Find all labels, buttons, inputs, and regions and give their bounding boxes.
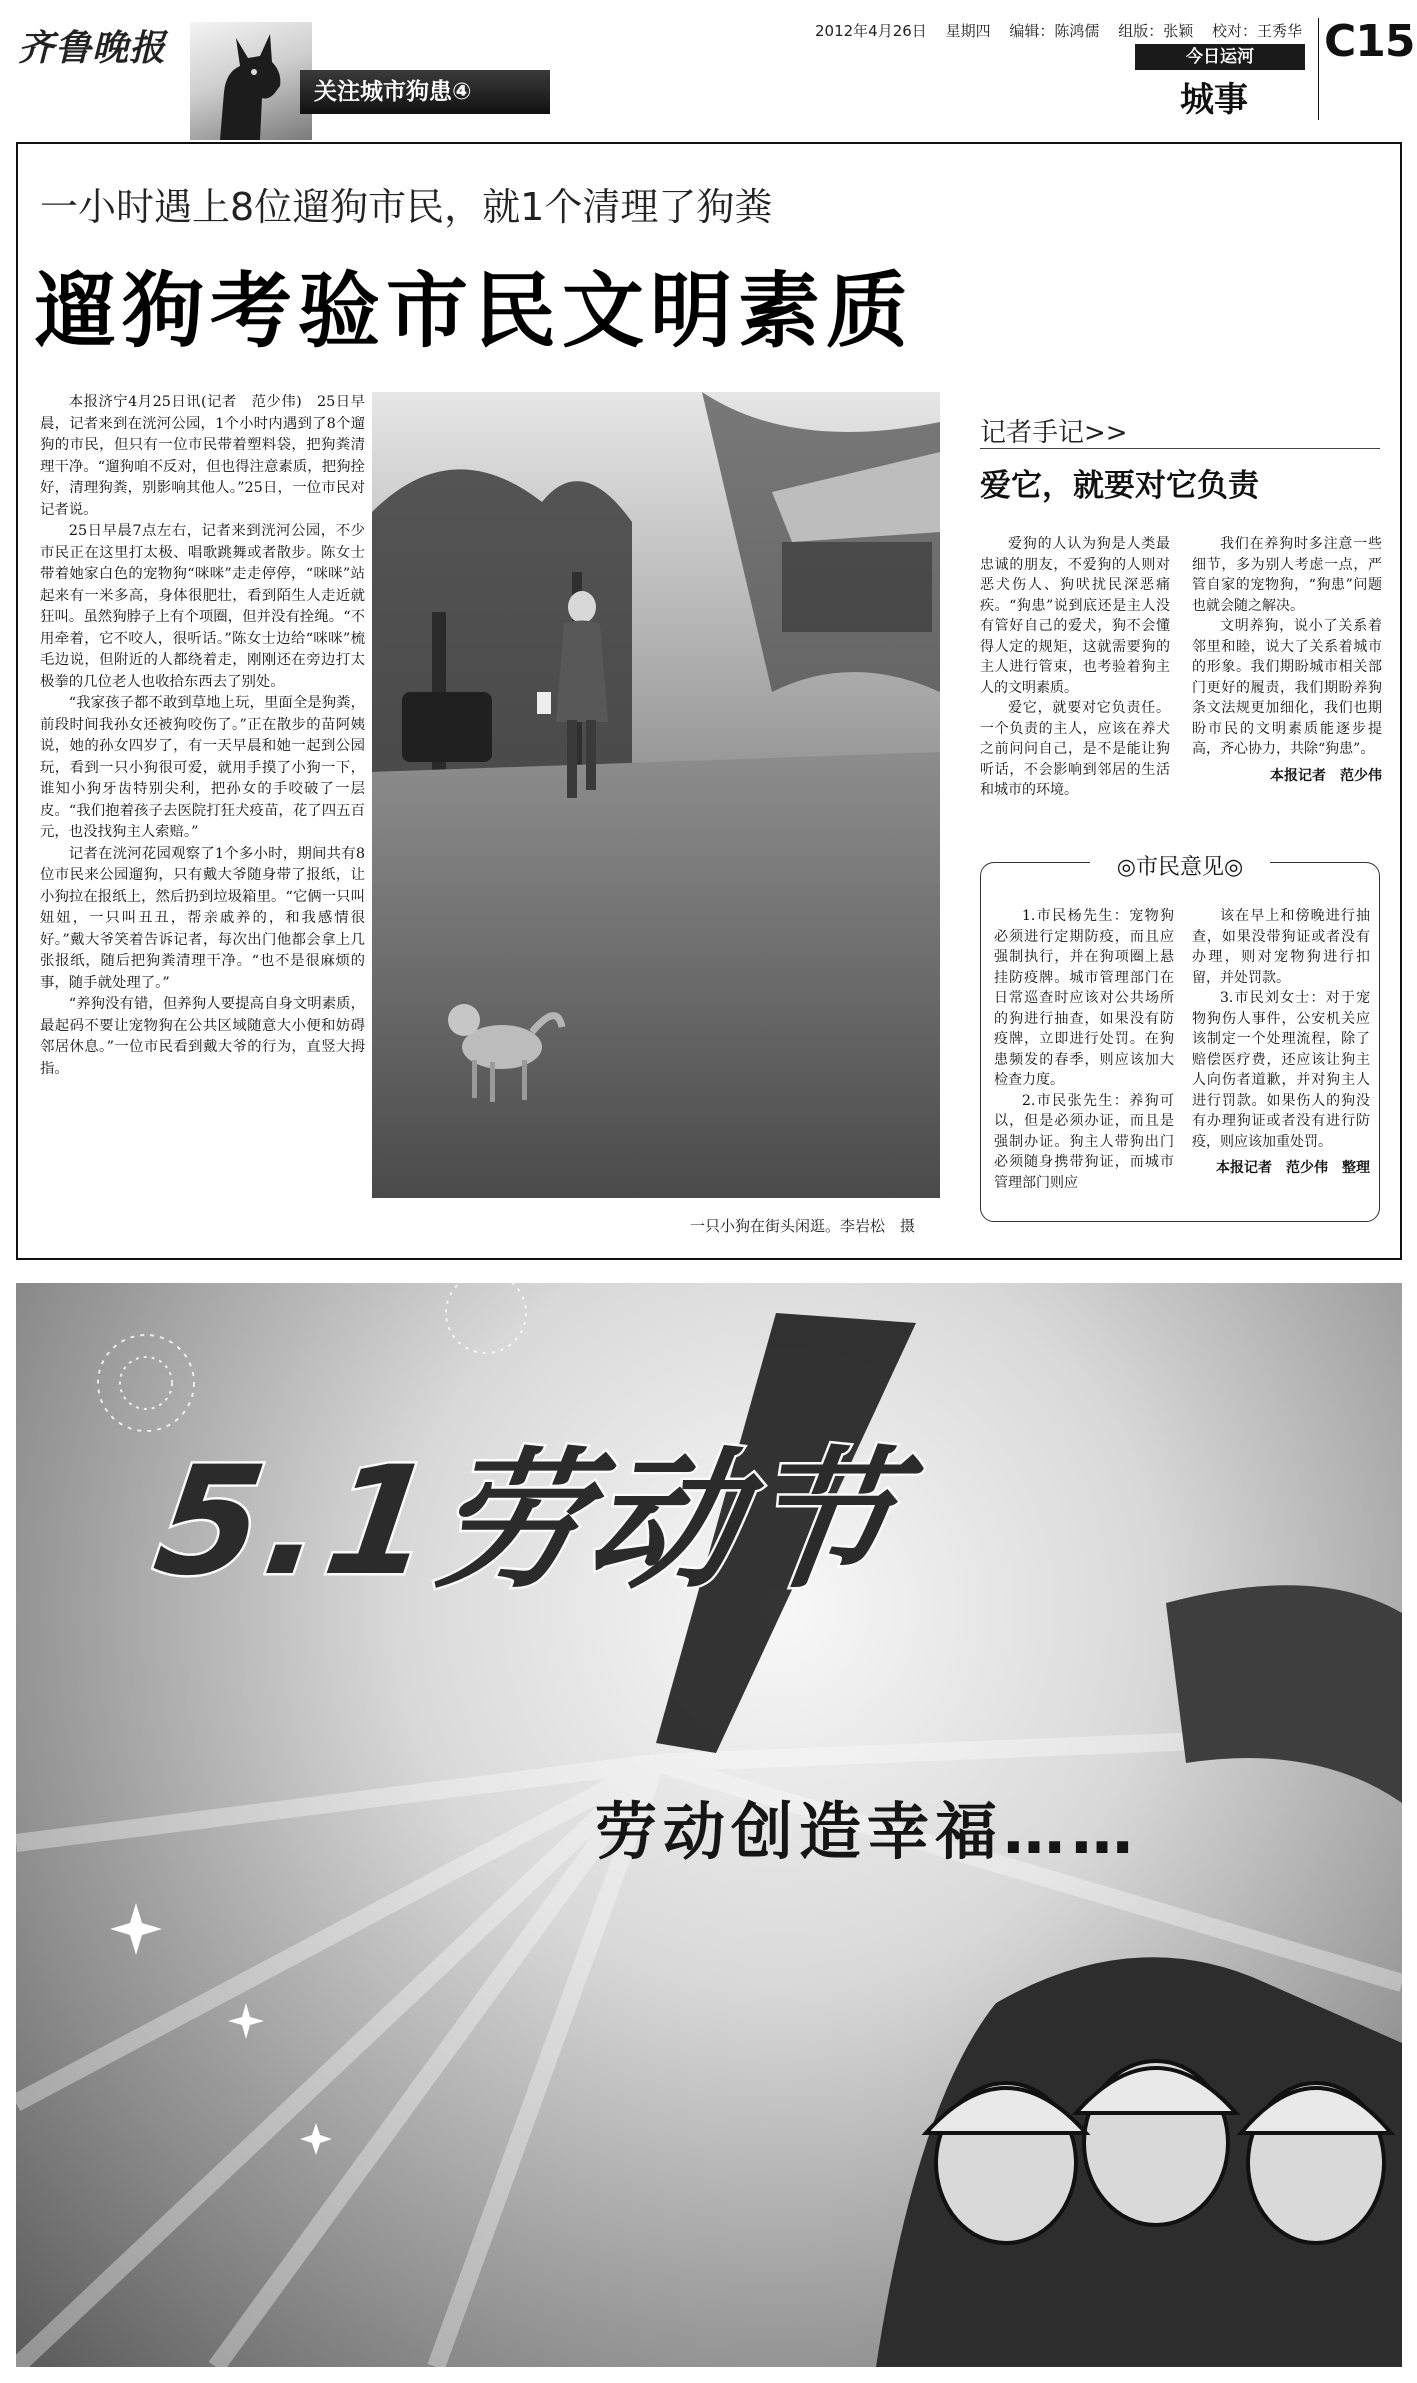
issue-date: 2012年4月26日	[815, 22, 927, 40]
opinion-paragraph: 2.市民张先生：养狗可以，但是必须办证，而且是强制办证。狗主人带狗出门必须随身携带狗证，而城市管理部门则应	[994, 1092, 1174, 1191]
opinion-paragraph: 该在早上和傍晚进行抽查，如果没带狗证或者没有办理，则对宠物狗进行扣留，并处罚款。	[1192, 908, 1370, 986]
issue-weekday: 星期四	[945, 22, 991, 40]
article-paragraph: 记者在洸河花园观察了1个多小时，期间共有8位市民来公园遛狗，只有戴大爷随身带了报纸，让小狗拉在报纸上，然后扔到垃圾箱里。“它俩一只叫妞妞，一只叫丑丑，帮亲戚养的，和我感情很好。”戴大爷笑着告诉记者，每次出门他都会拿上几张报纸，随后把狗粪清理干净。“也不是很麻烦的事，随手就处理了。”	[40, 845, 365, 991]
notes-paragraph: 我们在养狗时多注意一些细节，多为别人考虑一点，严管自家的宠物狗，“狗患”问题也就会随之解决。	[1192, 536, 1382, 614]
notes-column-right	[1192, 534, 1382, 834]
opinion-byline: 本报记者 范少伟 整理	[1216, 1160, 1370, 1176]
article-headline: 遛狗考验市民文明素质	[34, 264, 915, 359]
opinion-column-right	[1192, 906, 1370, 1211]
issue-info	[815, 20, 1316, 41]
ad-slogan: 劳动创造幸福……	[595, 1795, 1140, 1868]
series-title-bar: 关注城市狗患④	[300, 70, 550, 114]
notes-paragraph: 爱它，就要对它负责任。一个负责的主人，应该在养犬之前问问自己，是不是能让狗听话，不会影响到邻居的生活和城市的环境。	[980, 700, 1170, 798]
dog-silhouette-icon	[190, 22, 312, 140]
ad-title: 5.1劳动节	[145, 1435, 910, 1609]
editor-credit: 编辑：陈鸿儒	[1009, 22, 1100, 40]
page-number: C15	[1324, 16, 1415, 67]
street-dog-photo	[372, 392, 940, 1198]
photo-caption: 一只小狗在街头闲逛。李岩松 摄	[690, 1217, 916, 1235]
street-scene-illustration	[372, 392, 940, 1198]
notes-paragraph: 文明养狗，说小了关系着邻里和睦，说大了关系着城市的形象。我们期盼城市相关部门更好的履责，我们期盼养狗条文法规更加细化，我们也期盼市民的文明素质能逐步提高，齐心协力，共除“狗患”。	[1192, 618, 1382, 757]
section-name: 城事	[1180, 80, 1248, 120]
opinion-column-left	[994, 906, 1174, 1211]
proofreader-credit: 校对：王秀华	[1211, 22, 1302, 40]
page-number-divider	[1318, 18, 1319, 120]
article-paragraph: “我家孩子都不敢到草地上玩，里面全是狗粪，前段时间我孙女还被狗咬伤了。”正在散步的苗阿姨说，她的孙女四岁了，有一天早晨和她一起到公园玩，看到一只小狗很可爱，就用手摸了小狗一下，谁知小狗牙齿特别尖利，把孙女的手咬破了一层皮。“我们抱着孩子去医院打狂犬疫苗，花了四五百元，也没找狗主人索赔。”	[40, 695, 365, 840]
article-paragraph: 25日早晨7点左右，记者来到洸河公园，不少市民正在这里打太极、唱歌跳舞或者散步。陈女士带着她家白色的宠物狗“咪咪”走走停停，“咪咪”站起来有一米多高，身体很肥壮，看到陌生人走近就狂叫。虽然狗脖子上有个项圈，但并没有拴绳。“不用牵着，它不咬人，很听话。”陈女士边给“咪咪”梳毛边说，但附近的人都绕着走，刚刚还在旁边打太极拳的几位老人也收拾东西去了别处。	[40, 523, 365, 690]
article-paragraph: “养狗没有错，但养狗人要提高自身文明素质，最起码不要让宠物狗在公共区域随意大小便和妨碍邻居休息。”一位市民看到戴大爷的行为，直竖大拇指。	[40, 996, 365, 1077]
notes-label: 记者手记>>	[980, 418, 1128, 448]
opinion-paragraph: 3.市民刘女士：对于宠物狗伤人事件，公安机关应该制定一个处理流程，除了赔偿医疗费，还应该让狗主人向伤者道歉，并对狗主人进行罚款。如果伤人的狗没有办理狗证或者没有进行防疫，则应该加重处罚。	[1192, 990, 1370, 1150]
article-paragraph: 本报济宁4月25日讯(记者 范少伟) 25日早晨，记者来到在洸河公园，1个小时内遇到了8个遛狗的市民，但只有一位市民带着塑料袋，把狗粪清理干净。“遛狗咱不反对，但也得注意素质，把狗拴好，清理狗粪，别影响其他人。”25日，一位市民对记者说。	[40, 394, 365, 518]
notes-paragraph: 爱狗的人认为狗是人类最忠诚的朋友，不爱狗的人则对恶犬伤人、狗吠扰民深恶痛疾。“狗患”说到底还是主人没有管好自己的爱犬，狗不会懂得人定的规矩，这就需要狗的主人进行管束，也考验着狗主人的文明素质。	[980, 536, 1170, 696]
notes-title: 爱它，就要对它负责	[980, 468, 1259, 504]
article-kicker: 一小时遇上8位遛狗市民，就1个清理了狗粪	[40, 185, 773, 229]
opinion-paragraph: 1.市民杨先生：宠物狗必须进行定期防疫，而且应强制执行，并在狗项圈上悬挂防疫牌。城市管理部门在日常巡查时应该对公共场所的狗进行抽查，如果没有防疫牌，立即进行处罚。在狗患频发的春季，则应该加大检查力度。	[994, 908, 1174, 1088]
layout-credit: 组版：张颖	[1118, 22, 1194, 40]
series-dog-photo	[190, 22, 312, 140]
section-tag: 今日运河	[1135, 44, 1305, 70]
article-body	[40, 392, 365, 1207]
newspaper-logo: 齐鲁晚报	[18, 27, 167, 69]
notes-column-left	[980, 534, 1170, 834]
opinion-title: ◎市民意见◎	[1090, 850, 1270, 881]
notes-divider	[980, 448, 1380, 449]
notes-byline: 本报记者 范少伟	[1270, 767, 1382, 784]
